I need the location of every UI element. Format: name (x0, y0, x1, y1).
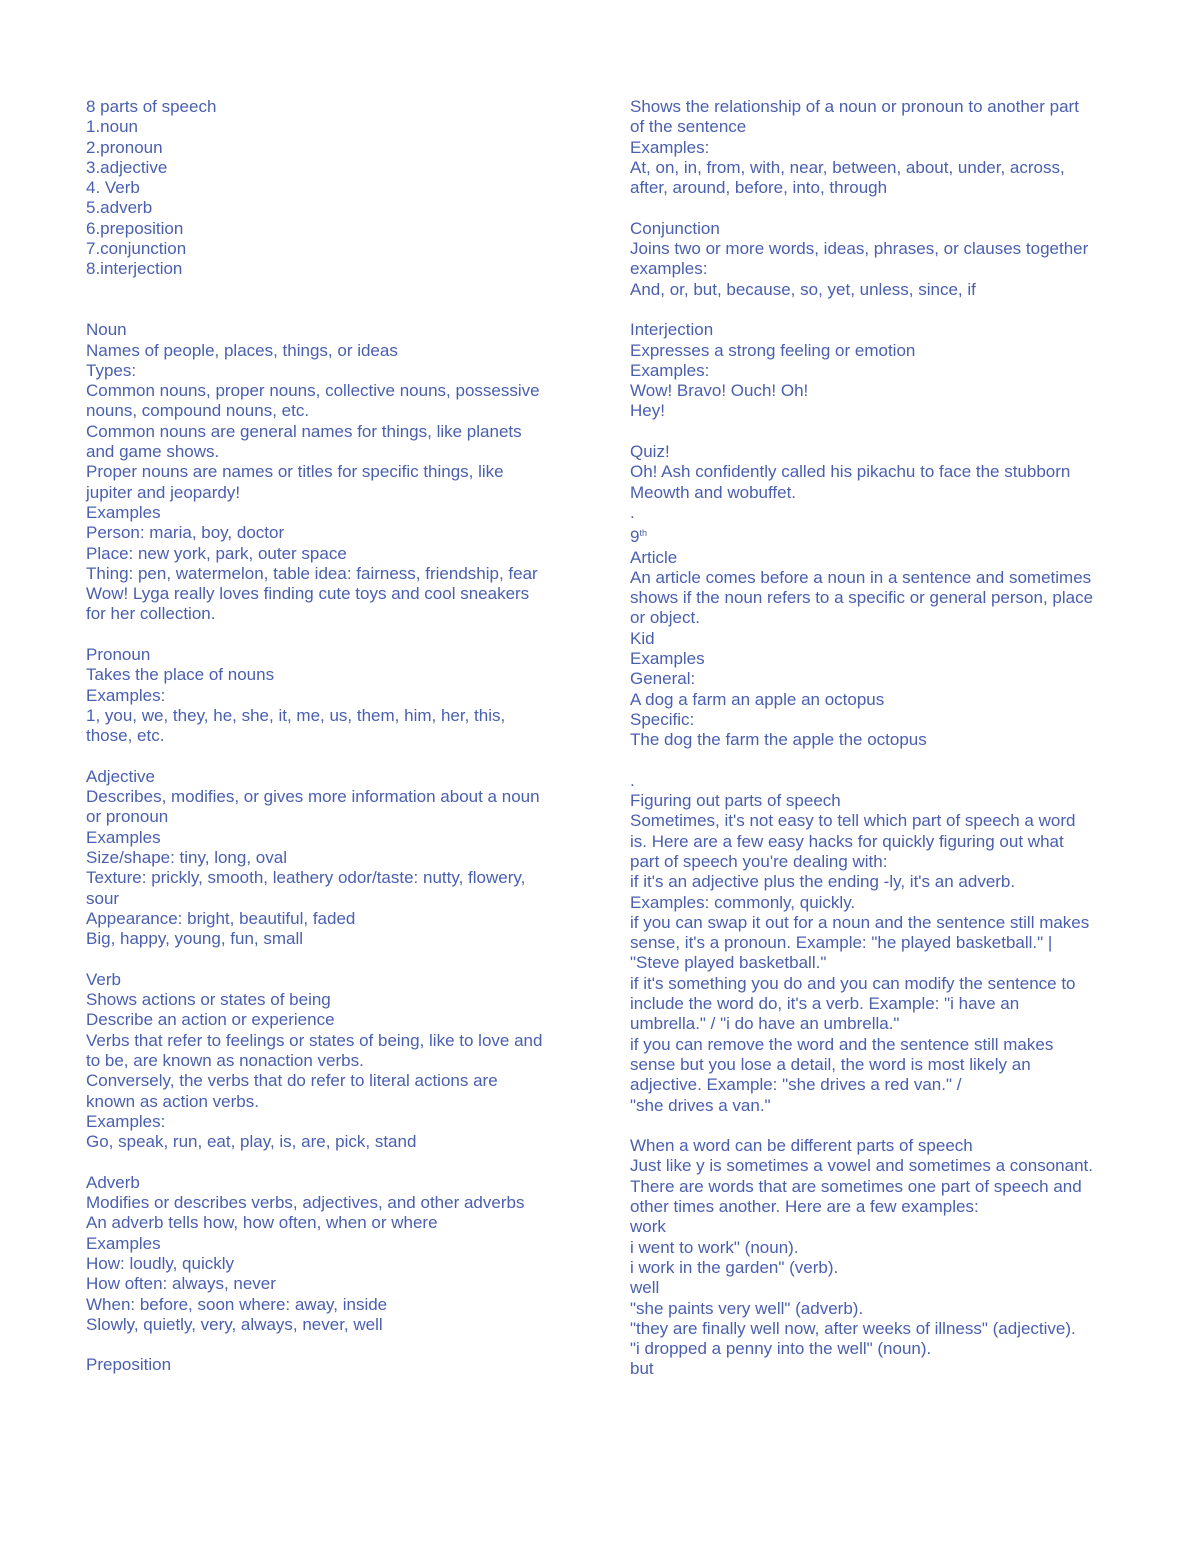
text-line: Shows actions or states of being (86, 990, 331, 1010)
text-line: is. Here are a few easy hacks for quickly figuring out what (630, 831, 1064, 851)
text-line: sour (86, 888, 120, 908)
text-line: adjective. Example: "she drives a red van." / (630, 1075, 962, 1095)
text-line: Slowly, quietly, very, always, never, well (86, 1314, 383, 1334)
text-line: Verb (86, 969, 121, 989)
text-line: Adverb (86, 1172, 140, 1192)
text-line: Texture: prickly, smooth, leathery odor/taste: nutty, flowery, (86, 868, 526, 888)
text-line: At, on, in, from, with, near, between, about, under, across, (630, 157, 1065, 177)
right-column (630, 97, 1120, 1380)
text-line: General: (630, 669, 696, 689)
text-line: Modifies or describes verbs, adjectives, and other adverbs (86, 1193, 525, 1213)
text-line: "they are finally well now, after weeks of illness" (adjective). (630, 1318, 1076, 1338)
text-line: for her collection. (86, 604, 216, 624)
text-line: When a word can be different parts of speech (630, 1136, 973, 1156)
text-line (630, 1116, 1120, 1136)
text-line: 3.adjective (86, 157, 168, 177)
text-line: Sometimes, it's not easy to tell which part of speech a word (630, 811, 1076, 831)
text-line: 1, you, we, they, he, she, it, me, us, them, him, her, this, (86, 705, 506, 725)
text-line: Article (630, 547, 678, 567)
text-line (86, 747, 576, 767)
text-line: "she drives a van." (630, 1095, 771, 1115)
text-line: An article comes before a noun in a sentence and sometimes (630, 567, 1092, 587)
text-line: Examples (86, 827, 161, 847)
text-line (86, 300, 576, 320)
text-line: 6.preposition (86, 218, 184, 238)
text-line (86, 949, 576, 969)
text-line: Verbs that refer to feelings or states of being, like to love and (86, 1030, 543, 1050)
text-line: work (630, 1217, 666, 1237)
text-line: Common nouns, proper nouns, collective nouns, possessive (86, 381, 540, 401)
text-line: jupiter and jeopardy! (86, 482, 241, 502)
text-line: Shows the relationship of a noun or pronoun to another part (630, 97, 1079, 116)
text-line: if you can remove the word and the sentence still makes (630, 1034, 1054, 1054)
text-line: Just like y is sometimes a vowel and sometimes a consonant. (630, 1156, 1093, 1176)
text-line: "she paints very well" (adverb). (630, 1298, 864, 1318)
text-line: Examples: (86, 1111, 166, 1131)
text-line: Noun (86, 320, 127, 340)
text-line: Examples: (86, 685, 166, 705)
text-line: Kid (630, 628, 655, 648)
text-line: include the word do, it's a verb. Example: "i have an (630, 994, 1020, 1014)
text-line: Figuring out parts of speech (630, 791, 841, 811)
text-line: Describes, modifies, or gives more information about a noun (86, 787, 540, 807)
text-line: 2.pronoun (86, 137, 163, 157)
text-line: The dog the farm the apple the octopus (630, 730, 927, 750)
text-line: Examples (630, 649, 705, 669)
text-line: How often: always, never (86, 1274, 276, 1294)
text-line: Examples: (630, 360, 710, 380)
text-line: Interjection (630, 320, 714, 340)
text-line: Oh! Ash confidently called his pikachu to face the stubborn (630, 462, 1071, 482)
text-line: Conjunction (630, 218, 720, 238)
text-line: Person: maria, boy, doctor (86, 523, 285, 543)
text-line: or object. (630, 608, 700, 628)
text-line: examples: (630, 259, 708, 279)
text-line: 1.noun (86, 117, 138, 137)
text-line: "i dropped a penny into the well" (noun). (630, 1339, 932, 1359)
text-line: Specific: (630, 709, 695, 729)
text-line: or pronoun (86, 807, 169, 827)
left-column (86, 97, 576, 1376)
text-line: i work in the garden" (verb). (630, 1257, 839, 1277)
text-line: Types: (86, 360, 137, 380)
text-line: Pronoun (86, 645, 151, 665)
text-line (86, 280, 576, 300)
text-line: Conversely, the verbs that do refer to literal actions are (86, 1071, 498, 1091)
text-line: "Steve played basketball." (630, 953, 827, 973)
text-line: shows if the noun refers to a specific or general person, place (630, 588, 1094, 608)
text-line: to be, are known as nonaction verbs. (86, 1050, 364, 1070)
text-line: An adverb tells how, how often, when or where (86, 1213, 438, 1233)
text-line: Appearance: bright, beautiful, faded (86, 908, 356, 928)
text-line: 8.interjection (86, 259, 183, 279)
text-line: 9th (630, 527, 647, 547)
text-line: Preposition (86, 1355, 172, 1375)
text-line: sense, it's a pronoun. Example: "he played basketball." | (630, 933, 1053, 953)
text-line: A dog a farm an apple an octopus (630, 689, 885, 709)
text-line: nouns, compound nouns, etc. (86, 401, 310, 421)
text-line: There are words that are sometimes one part of speech and (630, 1176, 1082, 1196)
text-line: 7.conjunction (86, 239, 187, 259)
text-line: Wow! Bravo! Ouch! Oh! (630, 381, 809, 401)
text-line (86, 1152, 576, 1172)
text-line: Common nouns are general names for things, like planets (86, 421, 522, 441)
text-line (86, 1335, 576, 1355)
text-line: Place: new york, park, outer space (86, 543, 347, 563)
text-line: if it's something you do and you can modify the sentence to (630, 973, 1076, 993)
text-line: other times another. Here are a few examples: (630, 1197, 979, 1217)
text-line: Names of people, places, things, or ideas (86, 340, 398, 360)
text-line: if you can swap it out for a noun and the sentence still makes (630, 912, 1090, 932)
text-line: sense but you lose a detail, the word is most likely an (630, 1054, 1031, 1074)
text-line: Adjective (86, 766, 155, 786)
text-line: Size/shape: tiny, long, oval (86, 847, 287, 867)
text-line: umbrella." / "i do have an umbrella." (630, 1014, 900, 1034)
text-line: 5.adverb (86, 198, 153, 218)
text-line: And, or, but, because, so, yet, unless, since, if (630, 279, 976, 299)
text-line: those, etc. (86, 726, 165, 746)
text-line: of the sentence (630, 117, 747, 137)
text-line: Describe an action or experience (86, 1010, 335, 1030)
text-line: Takes the place of nouns (86, 665, 275, 685)
text-line: Examples: (630, 137, 710, 157)
text-line: Expresses a strong feeling or emotion (630, 340, 916, 360)
text-line: Wow! Lyga really loves finding cute toys and cool sneakers (86, 584, 530, 604)
text-line: When: before, soon where: away, inside (86, 1294, 388, 1314)
text-line: . (630, 770, 635, 790)
text-line: Thing: pen, watermelon, table idea: fairness, friendship, fear (86, 563, 538, 583)
text-line: 4. Verb (86, 178, 140, 198)
text-line: Meowth and wobuffet. (630, 482, 797, 502)
text-line: Proper nouns are names or titles for specific things, like (86, 462, 504, 482)
text-line (86, 625, 576, 645)
text-line: and game shows. (86, 442, 220, 462)
text-line: if it's an adjective plus the ending -ly, it's an adverb. (630, 872, 1016, 892)
text-line: Quiz! (630, 442, 670, 462)
text-line (630, 422, 1120, 442)
text-line: Big, happy, young, fun, small (86, 929, 304, 949)
text-line: part of speech you're dealing with: (630, 851, 888, 871)
text-line (630, 300, 1120, 320)
text-line: after, around, before, into, through (630, 178, 888, 198)
text-line: known as action verbs. (86, 1091, 259, 1111)
text-line: Examples (86, 502, 161, 522)
text-line: Examples: commonly, quickly. (630, 892, 856, 912)
text-line: Examples (86, 1233, 161, 1253)
text-line: 8 parts of speech (86, 97, 217, 116)
text-line: i went to work" (noun). (630, 1237, 799, 1257)
text-line: Joins two or more words, ideas, phrases, or clauses together (630, 239, 1089, 259)
text-line: . (630, 502, 635, 522)
text-line: well (630, 1278, 660, 1298)
text-line: Hey! (630, 401, 665, 421)
text-line: Go, speak, run, eat, play, is, are, pick, stand (86, 1132, 417, 1152)
text-line (630, 751, 1120, 771)
text-line (630, 198, 1120, 218)
text-line: but (630, 1359, 654, 1379)
text-line: How: loudly, quickly (86, 1253, 235, 1273)
